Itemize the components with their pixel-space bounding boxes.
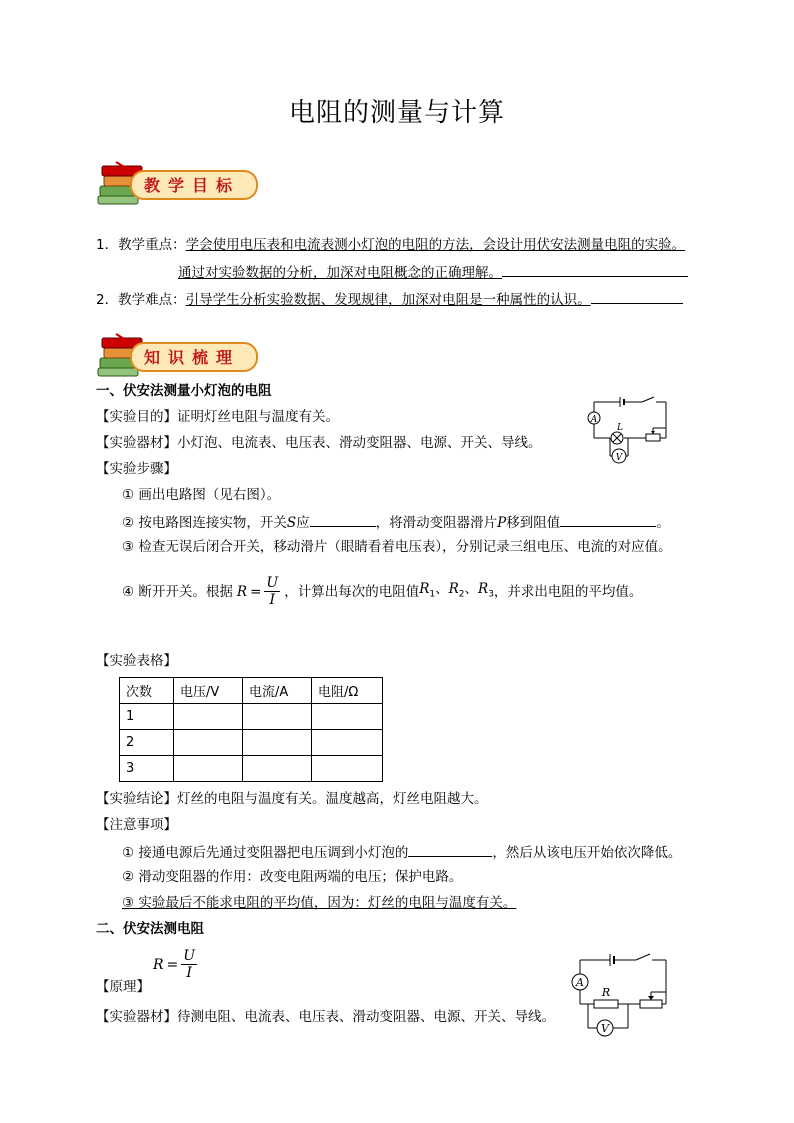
principle-label: 【原理】 [96,979,150,995]
teaching-goals-label: 教学目标 [144,176,241,195]
teaching-goals-banner [96,160,262,206]
table-cell: 1 [120,704,174,730]
step-2: ② 按电路图连接实物，开关S应 ，将滑动变阻器滑片P移到阻值 。 [122,512,670,532]
ammeter-symbol: A [590,415,598,425]
step-4: ④ 断开开关。根据 R = $\frac{U}{I}$ ，计算出每次的电阻值 $R_1$、$R_2$、$R_3$ ，并求出电阻的平均值。 [122,575,643,608]
goal-2-label: 2．教学难点： [96,292,186,308]
experiment-table [119,677,383,782]
ammeter-symbol: A [576,976,584,989]
goal-1-label: 1．教学重点： [96,237,186,253]
lamp-symbol: L [617,423,623,433]
goal-2 [96,289,683,309]
goal-1-text-2: 通过对实验数据的分析，加深对电阻概念的正确理解。 [178,265,502,281]
notes-label: 【注意事项】 [96,817,177,833]
voltmeter-symbol: V [601,1022,609,1035]
ohms-law-formula: R = $\frac{U}{I}$ [236,575,279,608]
note-1: ① 接通电源后先通过变阻器把电压调到小灯泡的 ，然后从该电压开始依次降低。 [122,842,681,862]
goal-1-continued [178,262,688,282]
goal-2-text: 引导学生分析实验数据、发现规律，加深对电阻是一种属性的认识。 [185,292,591,308]
circuit-diagram-resistor [570,948,672,1038]
table-header: 电流/A [243,678,312,704]
table-label: 【实验表格】 [96,653,177,669]
table-cell: 2 [120,730,174,756]
steps-label: 【实验步骤】 [96,461,177,477]
table-header: 电压/V [174,678,243,704]
table-row [120,704,383,730]
page-title: 电阻的测量与计算 [288,98,505,128]
table-cell: 3 [120,756,174,782]
table-header: 次数 [120,678,174,704]
note-3: ③ 实验最后不能求电阻的平均值，因为：灯丝的电阻与温度有关。 [122,895,517,911]
step-3: ③ 检查无误后闭合开关，移动滑片（眼睛看着电压表），分别记录三组电压、电流的对应值。 [122,539,672,555]
goal-1 [96,236,685,254]
circuit-diagram-lamp [584,394,674,466]
knowledge-review-banner [96,332,262,378]
table-header: 电阻/Ω [312,678,383,704]
table-row [120,756,383,782]
table-header-row [120,678,383,704]
table-row [120,730,383,756]
resistor-symbol: R [601,986,611,999]
section-2-heading: 二、伏安法测电阻 [96,921,204,937]
experiment-equipment: 【实验器材】小灯泡、电流表、电压表、滑动变阻器、电源、开关、导线。 [96,435,542,451]
note-2: ② 滑动变阻器的作用：改变电阻两端的电压；保护电路。 [122,869,463,885]
experiment-purpose: 【实验目的】证明灯丝电阻与温度有关。 [96,409,339,425]
experiment-conclusion: 【实验结论】灯丝的电阻与温度有关。温度越高，灯丝电阻越大。 [96,791,488,807]
section-2-equipment: 【实验器材】待测电阻、电流表、电压表、滑动变阻器、电源、开关、导线。 [96,1009,555,1025]
voltmeter-symbol: V [615,453,623,463]
goal-1-text: 学会使用电压表和电流表测小灯泡的电阻的方法，会设计用伏安法测量电阻的实验。 [185,237,686,253]
principle-formula: R = $\frac{U}{I}$ [153,948,196,981]
step-1: ① 画出电路图（见右图）。 [122,487,281,503]
knowledge-review-label: 知识梳理 [144,348,241,367]
section-1-heading: 一、伏安法测量小灯泡的电阻 [96,383,272,399]
